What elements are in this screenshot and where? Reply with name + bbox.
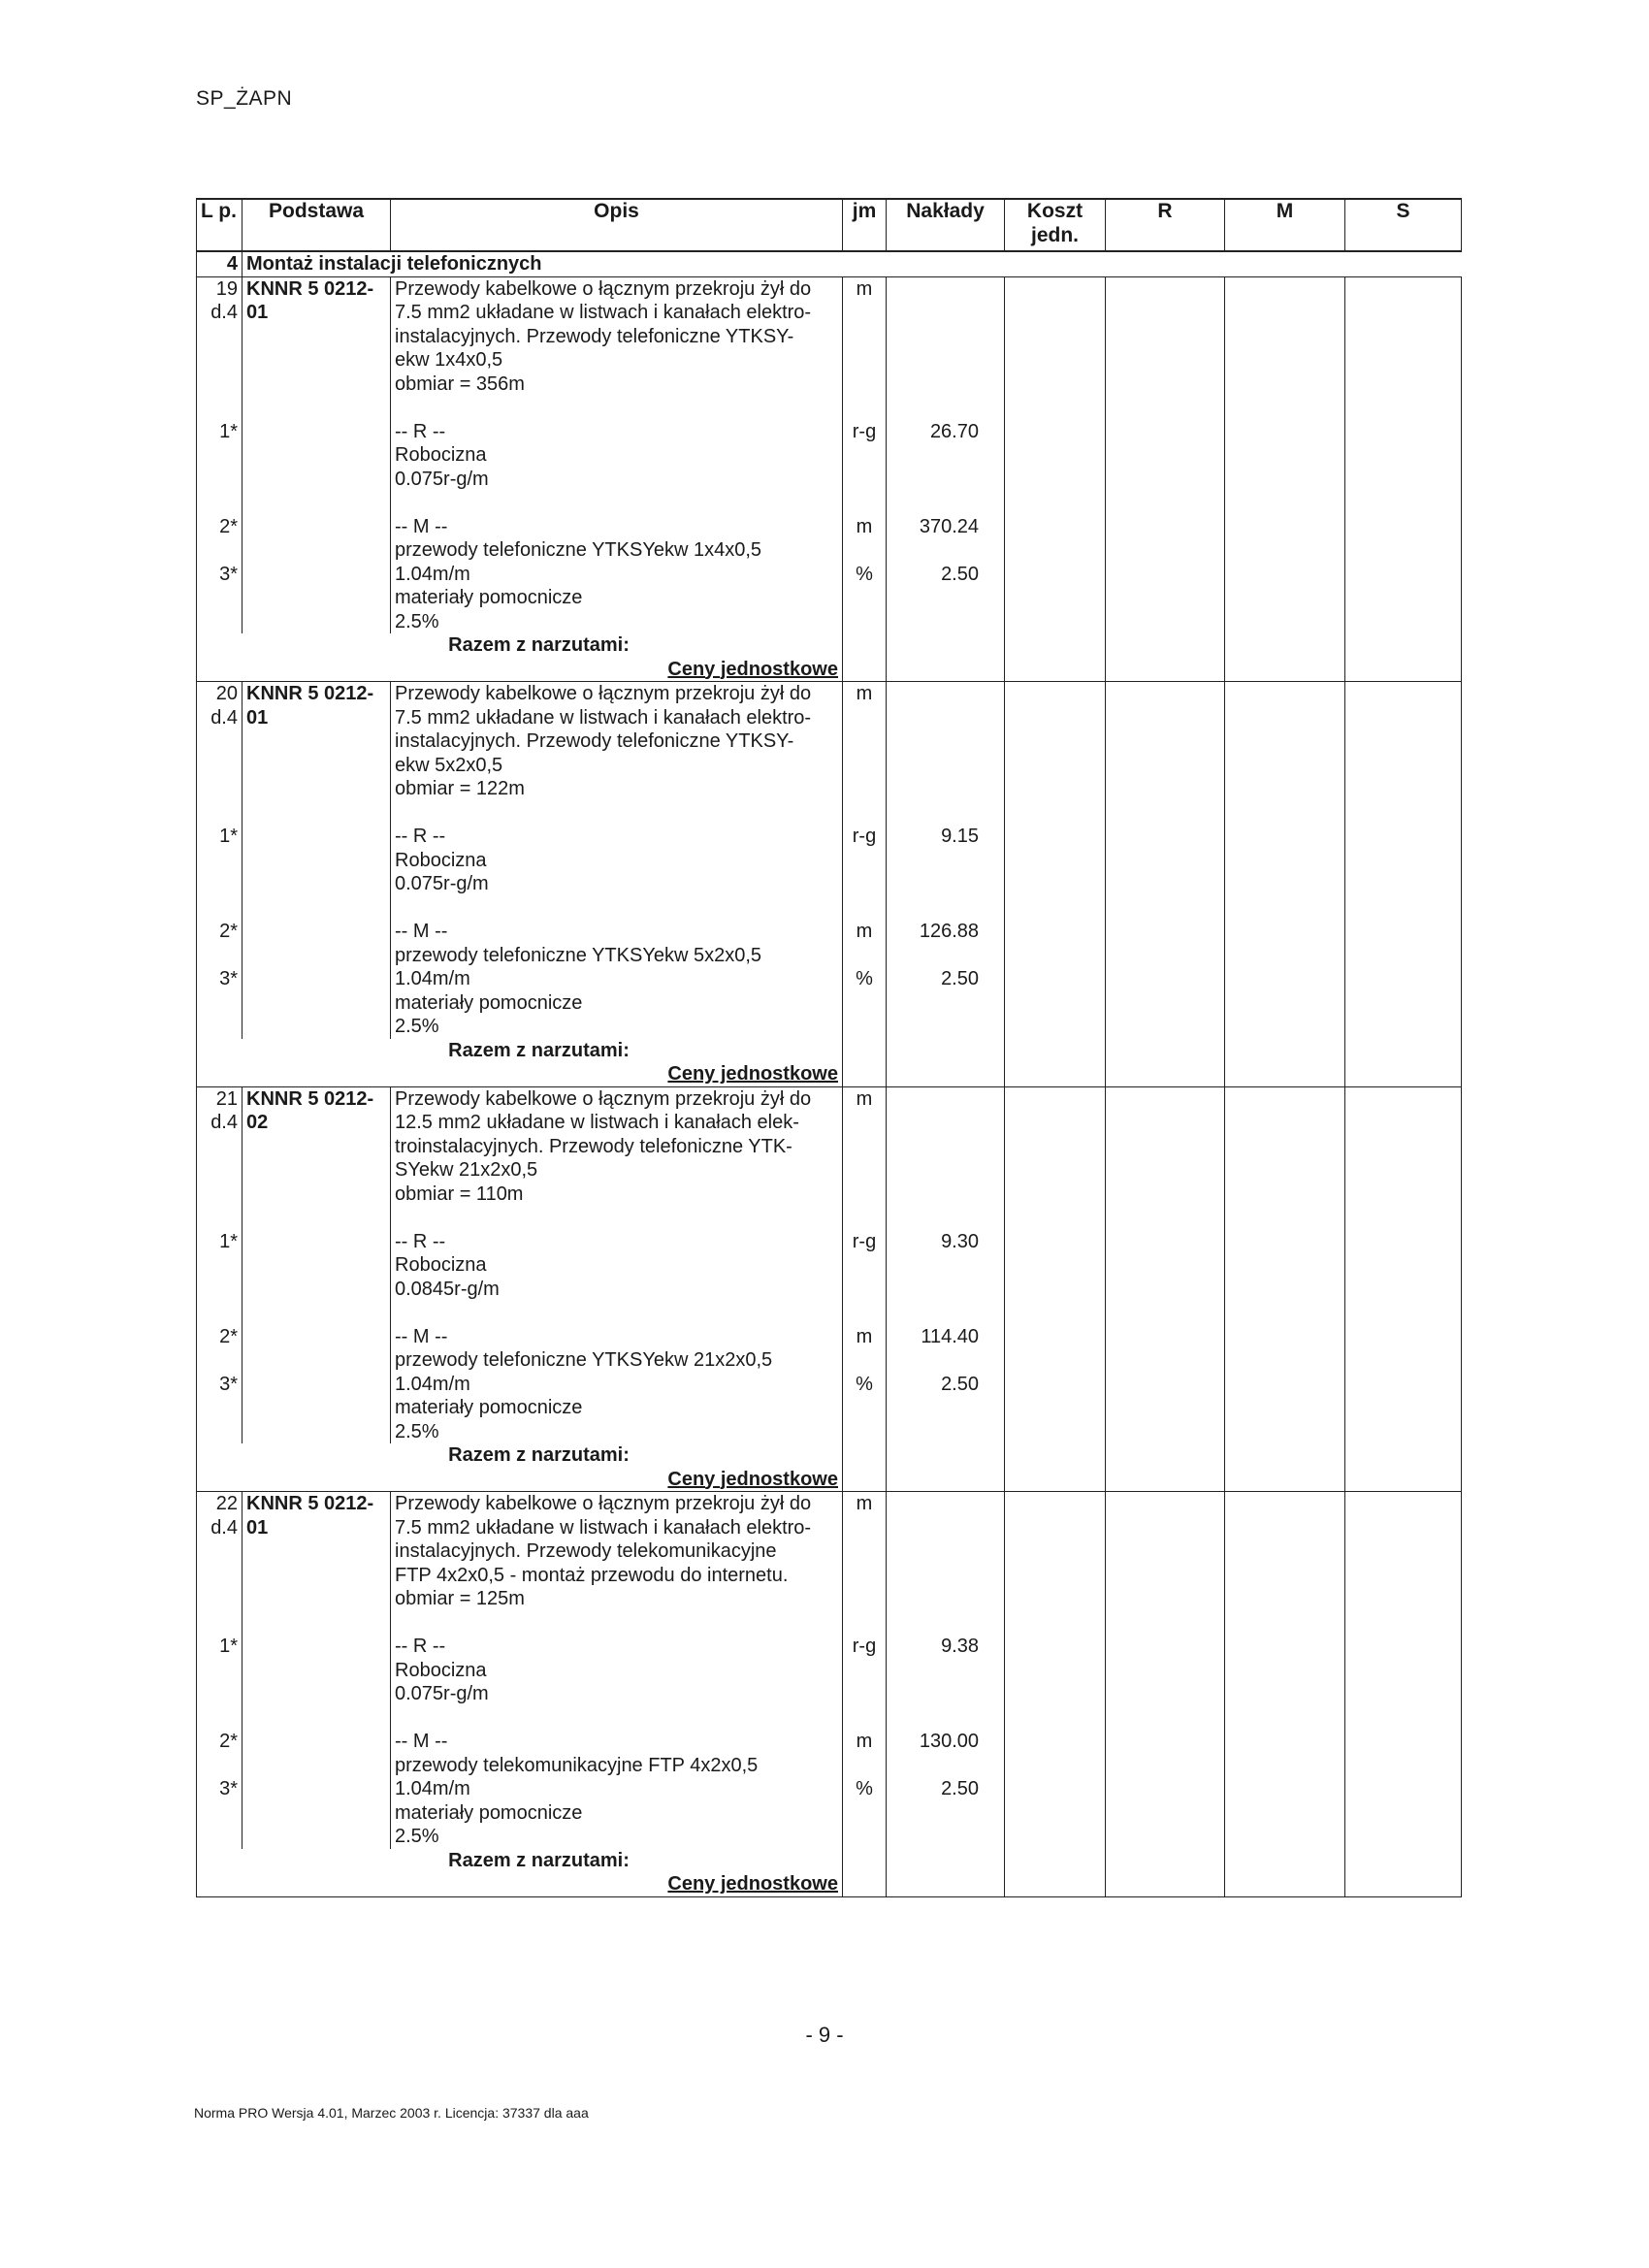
- m-item-lp: 2*: [219, 921, 238, 942]
- m-item-lp: 3*: [219, 563, 238, 585]
- m-item-lp: 2*: [219, 515, 238, 537]
- summary-r: [1106, 633, 1225, 682]
- r-item-unit: r-g: [852, 1230, 877, 1252]
- r-item-name: Robocizna: [395, 1254, 487, 1276]
- m-item-lp: 3*: [219, 1373, 238, 1395]
- r-item-quantity: 26.70: [929, 420, 979, 442]
- summary-jm: [843, 633, 887, 682]
- position-description: [391, 1492, 843, 1849]
- description-line: Przewody kabelkowe o łącznym przekroju żył do: [395, 277, 812, 300]
- summary-naklady: [887, 1039, 1005, 1087]
- r-header: -- R --: [395, 1636, 446, 1657]
- m-item-unit: %: [856, 1373, 873, 1395]
- description-line: instalacyjnych. Przewody telefoniczne YTKSY-: [395, 730, 794, 752]
- r-item-quantity: 9.30: [941, 1230, 979, 1252]
- position-lp: [197, 1086, 242, 1443]
- m-item-name: przewody telefoniczne YTKSYekw 21x2x0,5: [395, 1349, 773, 1371]
- position-number: 21: [215, 1087, 238, 1110]
- cell-koszt: [1005, 276, 1106, 633]
- cell-r: [1106, 1086, 1225, 1443]
- basis-code: KNNR 5 0212-: [246, 1493, 374, 1514]
- m-item-unit: %: [856, 968, 873, 989]
- razem-label: Razem z narzutami:: [448, 1849, 630, 1871]
- m-item-quantity: 2.50: [941, 1373, 979, 1395]
- table-header-row: [197, 199, 1462, 251]
- position-row: [197, 682, 1462, 1039]
- r-item-lp: 1*: [219, 826, 238, 847]
- software-footer: Norma PRO Wersja 4.01, Marzec 2003 r. Licencja: 37337 dla aaa: [194, 2105, 589, 2121]
- m-item-lp: 3*: [219, 968, 238, 989]
- summary-row: [197, 1039, 1462, 1087]
- r-item-unit: r-g: [852, 1636, 877, 1657]
- position-number: 22: [215, 1493, 238, 1514]
- summary-r: [1106, 1849, 1225, 1897]
- cell-s: [1345, 276, 1462, 633]
- section-row: [197, 251, 1462, 276]
- position-row: [197, 1492, 1462, 1849]
- position-description: [391, 276, 843, 633]
- col-header-naklady: Nakłady: [887, 199, 1005, 251]
- r-item-quantity: 9.15: [941, 826, 979, 847]
- col-header-podstawa: Podstawa: [242, 199, 391, 251]
- summary-label: [197, 1443, 843, 1492]
- m-item-norm: 2.5%: [395, 610, 439, 632]
- summary-s: [1345, 1443, 1462, 1492]
- m-item-unit: %: [856, 1778, 873, 1799]
- summary-s: [1345, 1039, 1462, 1087]
- position-unit: [843, 276, 887, 633]
- cell-s: [1345, 1492, 1462, 1849]
- description-line: 12.5 mm2 układane w listwach i kanałach elek-: [395, 1112, 799, 1133]
- description-line: instalacyjnych. Przewody telefoniczne YTKSY-: [395, 325, 794, 347]
- summary-r: [1106, 1443, 1225, 1492]
- m-item-name: przewody telefoniczne YTKSYekw 5x2x0,5: [395, 944, 761, 966]
- m-item-unit: %: [856, 563, 873, 585]
- unit: m: [856, 683, 873, 704]
- summary-m: [1225, 1849, 1345, 1897]
- cell-koszt: [1005, 1086, 1106, 1443]
- position-description: [391, 1086, 843, 1443]
- m-item-norm: 1.04m/m: [395, 1778, 470, 1799]
- r-item-quantity: 9.38: [941, 1636, 979, 1657]
- description-line: obmiar = 110m: [395, 1183, 524, 1205]
- description-line: 7.5 mm2 układane w listwach i kanałach elektro-: [395, 1516, 812, 1539]
- position-basis: [242, 1492, 391, 1849]
- m-item-norm: 2.5%: [395, 1420, 439, 1442]
- cell-m: [1225, 1086, 1345, 1443]
- ceny-label: Ceny jednostkowe: [667, 1468, 838, 1490]
- position-sub: d.4: [210, 302, 238, 323]
- m-item-lp: 2*: [219, 1325, 238, 1347]
- r-item-unit: r-g: [852, 420, 877, 442]
- position-basis: [242, 682, 391, 1039]
- description-line: ekw 5x2x0,5: [395, 754, 503, 776]
- summary-m: [1225, 1039, 1345, 1087]
- m-item-name: przewody telekomunikacyjne FTP 4x2x0,5: [395, 1754, 759, 1776]
- m-item-quantity: 2.50: [941, 563, 979, 585]
- m-item-unit: m: [856, 515, 873, 537]
- description-line: 7.5 mm2 układane w listwach i kanałach elektro-: [395, 706, 812, 729]
- position-quantity: [887, 1492, 1005, 1849]
- r-item-name: Robocizna: [395, 849, 487, 871]
- summary-s: [1345, 633, 1462, 682]
- description-line: 7.5 mm2 układane w listwach i kanałach elektro-: [395, 302, 812, 323]
- m-item-quantity: 2.50: [941, 968, 979, 989]
- description-line: Przewody kabelkowe o łącznym przekroju żył do: [395, 683, 812, 704]
- description-line: SYekw 21x2x0,5: [395, 1159, 538, 1181]
- basis-sub: 01: [246, 706, 269, 729]
- m-item-norm: 2.5%: [395, 1016, 439, 1037]
- r-item-norm: 0.0845r-g/m: [395, 1278, 500, 1300]
- m-item-quantity: 114.40: [921, 1325, 979, 1347]
- r-header: -- R --: [395, 420, 446, 442]
- cell-koszt: [1005, 1492, 1106, 1849]
- r-item-name: Robocizna: [395, 1659, 487, 1681]
- description-line: ekw 1x4x0,5: [395, 349, 503, 371]
- r-item-unit: r-g: [852, 826, 877, 847]
- basis-code: KNNR 5 0212-: [246, 683, 374, 704]
- ceny-label: Ceny jednostkowe: [667, 1873, 838, 1895]
- summary-naklady: [887, 1443, 1005, 1492]
- description-line: troinstalacyjnych. Przewody telefoniczne YTK-: [395, 1135, 792, 1157]
- m-item-name: przewody telefoniczne YTKSYekw 1x4x0,5: [395, 539, 761, 561]
- cell-r: [1106, 1492, 1225, 1849]
- summary-label: [197, 633, 843, 682]
- m-item-quantity: 2.50: [941, 1778, 979, 1799]
- section-title: Montaż instalacji telefonicznych: [242, 251, 1462, 276]
- summary-r: [1106, 1039, 1225, 1087]
- basis-sub: 01: [246, 1516, 269, 1539]
- summary-jm: [843, 1849, 887, 1897]
- summary-m: [1225, 633, 1345, 682]
- cell-m: [1225, 276, 1345, 633]
- position-sub: d.4: [210, 1112, 238, 1133]
- m-header: -- M --: [395, 515, 448, 537]
- position-quantity: [887, 682, 1005, 1039]
- basis-code: KNNR 5 0212-: [246, 277, 374, 300]
- ceny-label: Ceny jednostkowe: [667, 1063, 838, 1085]
- r-header: -- R --: [395, 826, 446, 847]
- summary-koszt: [1005, 1039, 1106, 1087]
- cell-s: [1345, 1086, 1462, 1443]
- position-quantity: [887, 276, 1005, 633]
- summary-row: [197, 1443, 1462, 1492]
- summary-m: [1225, 1443, 1345, 1492]
- m-item-name: materiały pomocnicze: [395, 587, 583, 608]
- position-number: 20: [215, 683, 238, 704]
- m-item-norm: 1.04m/m: [395, 563, 470, 585]
- col-header-jm: jm: [843, 199, 887, 251]
- summary-jm: [843, 1039, 887, 1087]
- r-item-lp: 1*: [219, 1230, 238, 1252]
- m-item-norm: 1.04m/m: [395, 968, 470, 989]
- position-basis: [242, 1086, 391, 1443]
- unit: m: [856, 1087, 873, 1110]
- position-quantity: [887, 1086, 1005, 1443]
- position-row: [197, 1086, 1462, 1443]
- m-item-name: materiały pomocnicze: [395, 991, 583, 1014]
- position-unit: [843, 682, 887, 1039]
- position-sub: d.4: [210, 1516, 238, 1539]
- cell-r: [1106, 682, 1225, 1039]
- col-header-koszt: Koszt jedn.: [1005, 199, 1106, 251]
- m-header: -- M --: [395, 1731, 448, 1752]
- position-basis: [242, 276, 391, 633]
- summary-naklady: [887, 1849, 1005, 1897]
- m-item-unit: m: [856, 921, 873, 942]
- description-line: obmiar = 356m: [395, 373, 525, 395]
- basis-sub: 02: [246, 1112, 269, 1133]
- position-description: [391, 682, 843, 1039]
- m-header: -- M --: [395, 1325, 448, 1347]
- r-item-norm: 0.075r-g/m: [395, 1683, 489, 1704]
- page-number: - 9 -: [805, 2023, 844, 2047]
- position-row: [197, 276, 1462, 633]
- col-header-lp: L p.: [197, 199, 242, 251]
- m-item-norm: 1.04m/m: [395, 1373, 470, 1395]
- summary-koszt: [1005, 1443, 1106, 1492]
- col-header-opis: Opis: [391, 199, 843, 251]
- document-code: SP_ŻAPN: [196, 87, 293, 110]
- m-item-lp: 3*: [219, 1778, 238, 1799]
- description-line: Przewody kabelkowe o łącznym przekroju żył do: [395, 1087, 812, 1110]
- unit: m: [856, 277, 873, 300]
- m-item-lp: 2*: [219, 1731, 238, 1752]
- section-number: 4: [197, 251, 242, 276]
- razem-label: Razem z narzutami:: [448, 634, 630, 656]
- m-item-unit: m: [856, 1325, 873, 1347]
- summary-jm: [843, 1443, 887, 1492]
- r-item-lp: 1*: [219, 1636, 238, 1657]
- position-lp: [197, 1492, 242, 1849]
- unit: m: [856, 1493, 873, 1514]
- summary-label: [197, 1039, 843, 1087]
- r-item-norm: 0.075r-g/m: [395, 873, 489, 894]
- description-line: obmiar = 122m: [395, 778, 525, 799]
- r-header: -- R --: [395, 1230, 446, 1252]
- position-sub: d.4: [210, 706, 238, 729]
- summary-label: [197, 1849, 843, 1897]
- r-item-lp: 1*: [219, 420, 238, 442]
- description-line: instalacyjnych. Przewody telekomunikacyjne: [395, 1540, 777, 1562]
- cell-s: [1345, 682, 1462, 1039]
- position-unit: [843, 1086, 887, 1443]
- basis-code: KNNR 5 0212-: [246, 1087, 374, 1110]
- summary-koszt: [1005, 633, 1106, 682]
- m-item-quantity: 370.24: [919, 515, 979, 537]
- r-item-name: Robocizna: [395, 444, 487, 466]
- razem-label: Razem z narzutami:: [448, 1444, 630, 1466]
- summary-s: [1345, 1849, 1462, 1897]
- m-header: -- M --: [395, 921, 448, 942]
- description-line: obmiar = 125m: [395, 1588, 525, 1609]
- position-number: 19: [215, 277, 238, 300]
- m-item-quantity: 130.00: [919, 1731, 979, 1752]
- summary-naklady: [887, 633, 1005, 682]
- col-header-r: R: [1106, 199, 1225, 251]
- summary-row: [197, 633, 1462, 682]
- m-item-name: materiały pomocnicze: [395, 1397, 583, 1418]
- col-header-s: S: [1345, 199, 1462, 251]
- m-item-norm: 2.5%: [395, 1826, 439, 1847]
- position-lp: [197, 276, 242, 633]
- cell-koszt: [1005, 682, 1106, 1039]
- cell-m: [1225, 1492, 1345, 1849]
- position-lp: [197, 682, 242, 1039]
- m-item-quantity: 126.88: [919, 921, 979, 942]
- summary-row: [197, 1849, 1462, 1897]
- description-line: FTP 4x2x0,5 - montaż przewodu do internetu.: [395, 1564, 789, 1586]
- cell-m: [1225, 682, 1345, 1039]
- razem-label: Razem z narzutami:: [448, 1039, 630, 1061]
- position-unit: [843, 1492, 887, 1849]
- m-item-name: materiały pomocnicze: [395, 1801, 583, 1824]
- col-header-m: M: [1225, 199, 1345, 251]
- summary-koszt: [1005, 1849, 1106, 1897]
- m-item-unit: m: [856, 1731, 873, 1752]
- description-line: Przewody kabelkowe o łącznym przekroju żył do: [395, 1493, 812, 1514]
- ceny-label: Ceny jednostkowe: [667, 658, 838, 680]
- basis-sub: 01: [246, 302, 269, 323]
- cost-estimate-table: [196, 198, 1462, 1897]
- cell-r: [1106, 276, 1225, 633]
- r-item-norm: 0.075r-g/m: [395, 468, 489, 490]
